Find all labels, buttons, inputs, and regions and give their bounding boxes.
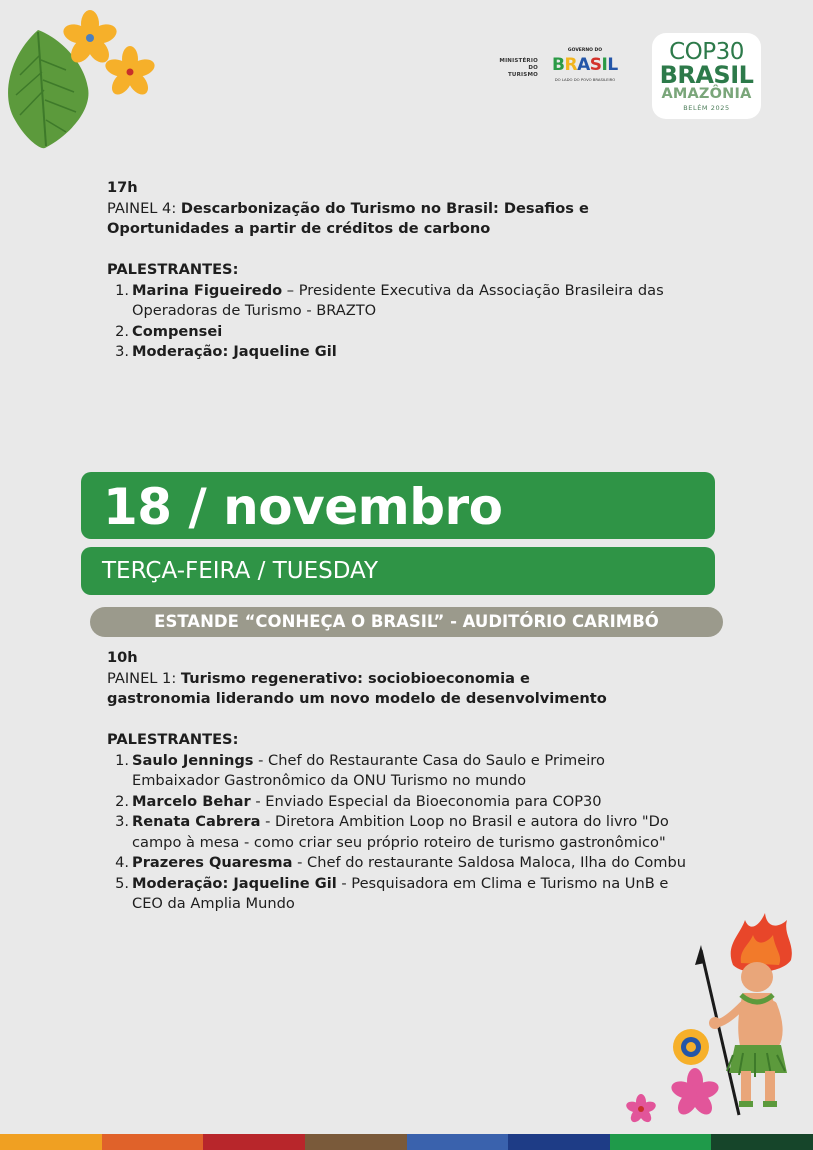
item-number: 1.	[115, 281, 129, 299]
list-item	[107, 281, 707, 322]
venue-banner	[90, 607, 723, 637]
item-number: 3.	[115, 343, 129, 360]
cop-line1: COP30	[669, 39, 744, 65]
item-number: 2.	[115, 792, 129, 810]
stripe-segment	[102, 1134, 204, 1150]
speaker-name: Marina Figueiredo	[132, 281, 283, 299]
ministerio-turismo-logo	[492, 58, 538, 79]
stripe-segment	[508, 1134, 610, 1150]
cop-line3: AMAZÔNIA	[661, 86, 752, 102]
governo-brasil-logo	[550, 48, 620, 88]
weekday-banner	[81, 547, 715, 595]
list-item	[107, 322, 707, 343]
stripe-segment	[305, 1134, 407, 1150]
footer-color-stripe	[0, 1134, 813, 1150]
stripe-segment	[711, 1134, 813, 1150]
ministerio-line2: TURISMO	[507, 72, 538, 78]
venue-text: ESTANDE “CONHEÇA O BRASIL” - AUDITÓRIO CARIMBÓ	[154, 612, 659, 631]
item-number: 4.	[115, 854, 129, 871]
item-number: 3.	[115, 813, 129, 830]
speaker-name: Prazeres Quaresma	[132, 854, 293, 871]
session-time: 10h	[107, 649, 138, 666]
government-logos	[492, 48, 622, 88]
speaker-name: Renata Cabrera	[132, 813, 261, 830]
panel-heading	[107, 669, 717, 690]
item-number: 5.	[115, 874, 129, 892]
item-number: 1.	[115, 751, 129, 769]
panel-title-line1: Turismo regenerativo: sociobioeconomia e	[180, 669, 530, 687]
speaker-desc: - Diretora Ambition Loop no Brasil e autora do livro "Do campo à mesa - como criar seu próprio roteiro de turismo gastronômico"	[132, 813, 669, 851]
speaker-desc: - Pesquisadora em Clima e Turismo na UnB e CEO da Amplia Mundo	[132, 874, 669, 912]
speakers-heading: PALESTRANTES:	[107, 731, 239, 748]
brasil-word: BRASIL	[552, 55, 618, 75]
list-item	[107, 812, 687, 853]
speaker-name: Moderação: Jaqueline Gil	[132, 874, 337, 892]
list-item	[107, 792, 687, 813]
weekday-text: TERÇA-FEIRA / TUESDAY	[102, 558, 379, 584]
date-text: 18 / novembro	[103, 478, 503, 536]
session-time: 17h	[107, 179, 138, 196]
date-banner	[81, 472, 715, 539]
panel-prefix: PAINEL 1:	[107, 669, 181, 687]
speaker-desc: - Chef do Restaurante Casa do Saulo e Primeiro Embaixador Gastronômico da ONU Turismo no mundo	[132, 751, 605, 789]
speaker-name: Saulo Jennings	[132, 751, 254, 769]
speaker-name: Marcelo Behar	[132, 792, 251, 810]
list-item	[107, 874, 687, 915]
speaker-desc: - Chef do restaurante Saldosa Maloca, Ilha do Combu	[292, 854, 687, 871]
panel-heading	[107, 199, 707, 240]
session-10h	[107, 648, 717, 915]
list-item	[107, 342, 707, 363]
session-17h	[107, 178, 707, 363]
leaf-flowers-decoration-icon	[0, 0, 160, 155]
list-item	[107, 853, 687, 874]
speakers-heading: PALESTRANTES:	[107, 261, 239, 278]
item-number: 2.	[115, 322, 129, 340]
speaker-desc: – Presidente Executiva da Associação Brasileira das Operadoras de Turismo - BRAZTO	[132, 281, 664, 319]
speakers-list	[107, 751, 687, 915]
cop-line2: BRASIL	[659, 61, 754, 89]
governo-label: GOVERNO DO	[567, 48, 603, 53]
speaker-name: Compensei	[132, 322, 223, 340]
panel-title: Descarbonização do Turismo no Brasil: Desafios e Oportunidades a partir de créditos de carbono	[107, 199, 589, 237]
stripe-segment	[0, 1134, 102, 1150]
stripe-segment	[203, 1134, 305, 1150]
panel-title-line2: gastronomia liderando um novo modelo de desenvolvimento	[107, 690, 607, 707]
stripe-segment	[610, 1134, 712, 1150]
indigenous-figure-illustration-icon	[615, 905, 810, 1130]
cop-line4: BELÉM 2025	[683, 104, 730, 112]
ministerio-line1: MINISTÉRIO DO	[499, 58, 538, 71]
speaker-desc: - Enviado Especial da Bioeconomia para COP30	[250, 792, 602, 810]
speakers-list	[107, 281, 707, 363]
cop30-logo	[652, 33, 761, 119]
stripe-segment	[407, 1134, 509, 1150]
governo-slogan: DO LADO DO POVO BRASILEIRO	[554, 77, 616, 82]
panel-prefix: PAINEL 4:	[107, 199, 181, 217]
speaker-name: Moderação: Jaqueline Gil	[132, 343, 337, 360]
list-item	[107, 751, 687, 792]
